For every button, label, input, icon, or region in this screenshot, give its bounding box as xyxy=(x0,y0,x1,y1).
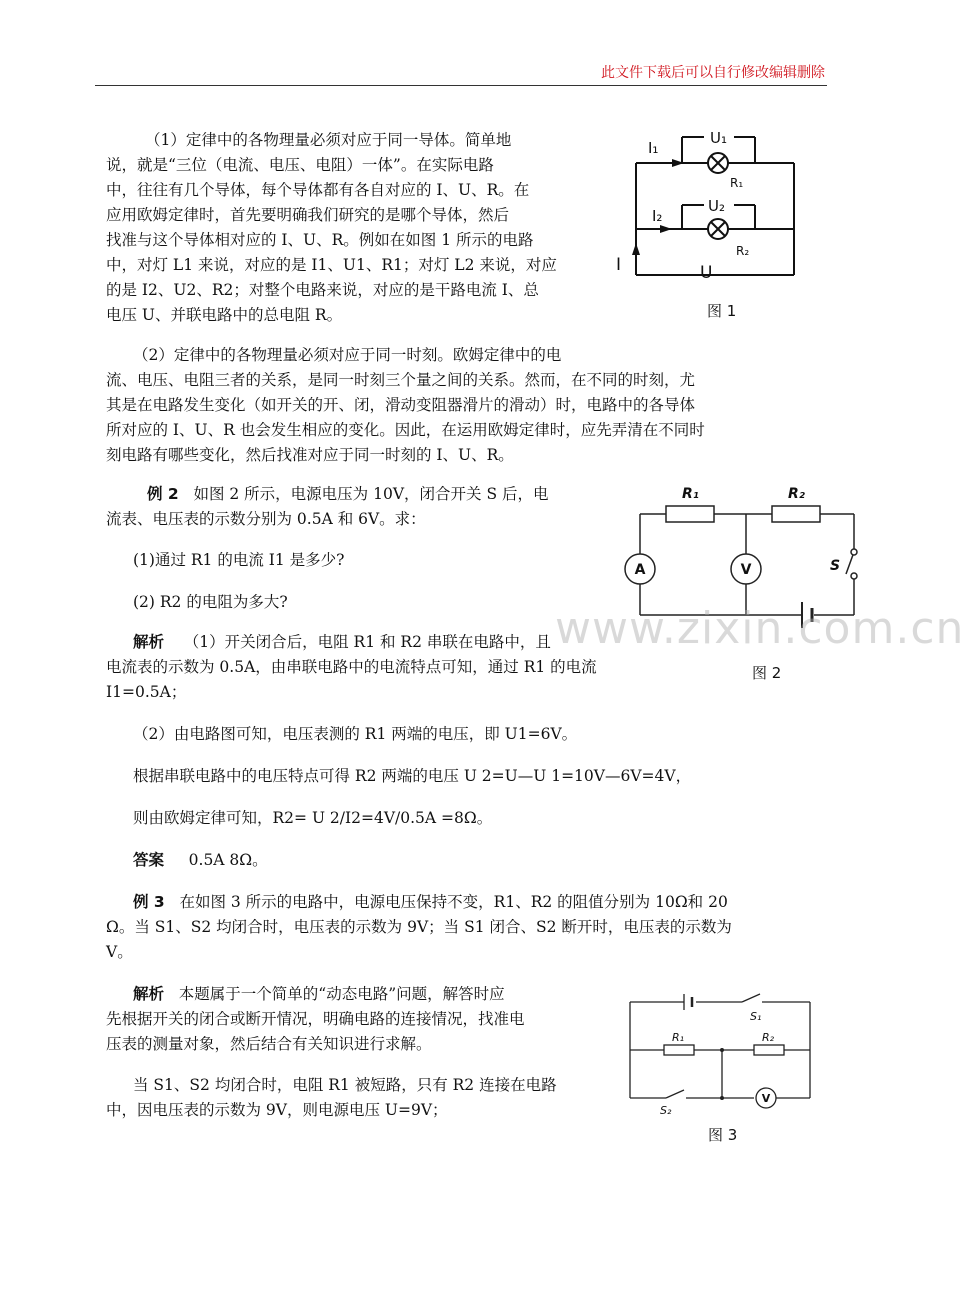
fig1-label-r1: R₁ xyxy=(730,176,744,190)
fig2-ammeter-label: A xyxy=(634,562,646,578)
ex2-question2: (2) R2 的电阻为多大? xyxy=(133,593,288,611)
ex2-line1: 如图 2 所示，电源电压为 10V，闭合开关 S 后，电 xyxy=(193,485,549,503)
ex3-line3: V。 xyxy=(106,943,133,961)
ex2-solution-line3: I1=0.5A； xyxy=(106,683,187,701)
ex3-solution-line2: 先根据开关的闭合或断开情况，明确电路的连接情况，找准电 xyxy=(106,1010,525,1028)
fig1-label-u: U xyxy=(700,263,713,283)
ex3-line1: 在如图 3 所示的电路中，电源电压保持不变，R1、R2 的阻值分别为 10Ω和 20 xyxy=(179,893,728,911)
para2-line5: 刻电路有哪些变化，然后找准对应于同一时刻的 I、U、R。 xyxy=(106,446,514,464)
fig1-label-u2: U₂ xyxy=(708,197,725,215)
para1-line5: 找准与这个导体相对应的 I、U、R。例如在如图 1 所示的电路 xyxy=(106,231,534,249)
fig3-label-r1: R₁ xyxy=(672,1031,685,1044)
fig2-voltmeter-label: V xyxy=(740,562,752,578)
header-divider xyxy=(95,85,827,86)
para2-line3: 其是在电路发生变化（如开关的开、闭，滑动变阻器滑片的滑动）时，电路中的各导体 xyxy=(106,396,696,414)
ex2-question1: (1)通过 R1 的电流 I1 是多少? xyxy=(133,551,345,569)
figure-3-circuit xyxy=(626,990,816,1115)
para1-line6: 中，对灯 L1 来说，对应的是 I1、U1、R1；对灯 L2 来说，对应 xyxy=(106,256,557,274)
para2-line1: （2）定律中的各物理量必须对应于同一时刻。欧姆定律中的电 xyxy=(133,346,562,364)
para1-line7: 的是 I2、U2、R2；对整个电路来说，对应的是干路电流 I、总 xyxy=(106,281,539,299)
ex2-answer: 0.5A 8Ω。 xyxy=(188,851,268,869)
fig2-label-r1: R₁ xyxy=(682,486,699,502)
fig3-voltmeter-label: V xyxy=(761,1092,771,1105)
ex2-solution-line4: （2）由电路图可知，电压表测的 R1 两端的电压，即 U1=6V。 xyxy=(133,725,578,743)
fig1-label-u1: U₁ xyxy=(710,129,727,147)
fig1-label-i1: I₁ xyxy=(648,139,659,157)
para1-line3: 中，往往有几个导体，每个导体都有各自对应的 I、U、R。在 xyxy=(106,181,530,199)
fig2-label-s: S xyxy=(830,558,841,574)
fig3-label-s2: S₂ xyxy=(660,1104,672,1117)
fig1-label-r2: R₂ xyxy=(736,244,750,258)
fig3-label-s1: S₁ xyxy=(750,1010,762,1023)
ex3-solution-line5: 中，因电压表的示数为 9V，则电源电压 U=9V； xyxy=(106,1101,448,1119)
figure-2-caption: 图 2 xyxy=(752,664,782,682)
ex2-solution-line5: 根据串联电路中的电压特点可得 R2 两端的电压 U 2=U—U 1=10V—6V=4V， xyxy=(133,767,692,785)
ex2-label: 例 2 xyxy=(147,485,179,503)
watermark: www.zixin.com.cn xyxy=(555,603,964,654)
figure-3-caption: 图 3 xyxy=(708,1126,738,1144)
ex3-solution-line4: 当 S1、S2 均闭合时，电阻 R1 被短路，只有 R2 连接在电路 xyxy=(133,1076,557,1094)
figure-1-circuit xyxy=(612,125,812,285)
para2-line2: 流、电压、电阻三者的关系，是同一时刻三个量之间的关系。然而，在不同的时刻，尤 xyxy=(106,371,696,389)
para1-line2: 说，就是“三位（电流、电压、电阻）一体”。在实际电路 xyxy=(106,156,494,174)
ex2-answer-label: 答案 xyxy=(133,851,165,869)
fig2-label-r2: R₂ xyxy=(788,486,805,502)
ex2-solution-label: 解析 xyxy=(133,633,165,651)
ex3-label: 例 3 xyxy=(133,893,165,911)
fig1-label-i2: I₂ xyxy=(652,207,663,225)
ex3-solution-line1: 本题属于一个简单的“动态电路”问题，解答时应 xyxy=(178,985,505,1003)
para2-line4: 所对应的 I、U、R 也会发生相应的变化。因此，在运用欧姆定律时，应先弄清在不同时 xyxy=(106,421,705,439)
ex2-solution-line1: （1）开关闭合后，电阻 R1 和 R2 串联在电路中，且 xyxy=(183,633,551,651)
para1-line8: 电压 U、并联电路中的总电阻 R。 xyxy=(106,306,343,324)
ex3-line2: Ω。当 S1、S2 均闭合时，电压表的示数为 9V；当 S1 闭合、S2 断开时，电压表的示数为 xyxy=(106,918,732,936)
ex3-solution-label: 解析 xyxy=(133,985,165,1003)
ex3-solution-line3: 压表的测量对象，然后结合有关知识进行求解。 xyxy=(106,1035,432,1053)
ex2-solution-line2: 电流表的示数为 0.5A，由串联电路中的电流特点可知，通过 R1 的电流 xyxy=(106,658,597,676)
figure-1-caption: 图 1 xyxy=(707,302,737,320)
ex2-line2: 流表、电压表的示数分别为 0.5A 和 6V。求： xyxy=(106,510,426,528)
ex2-solution-line6: 则由欧姆定律可知，R2= U 2/I2=4V/0.5A =8Ω。 xyxy=(133,809,493,827)
header-note: 此文件下载后可以自行修改编辑删除 xyxy=(601,65,825,81)
para1-line4: 应用欧姆定律时，首先要明确我们研究的是哪个导体，然后 xyxy=(106,206,510,224)
fig3-label-r2: R₂ xyxy=(762,1031,775,1044)
fig1-label-i: I xyxy=(616,255,622,275)
para1-line1: （1）定律中的各物理量必须对应于同一导体。简单地 xyxy=(145,131,512,149)
